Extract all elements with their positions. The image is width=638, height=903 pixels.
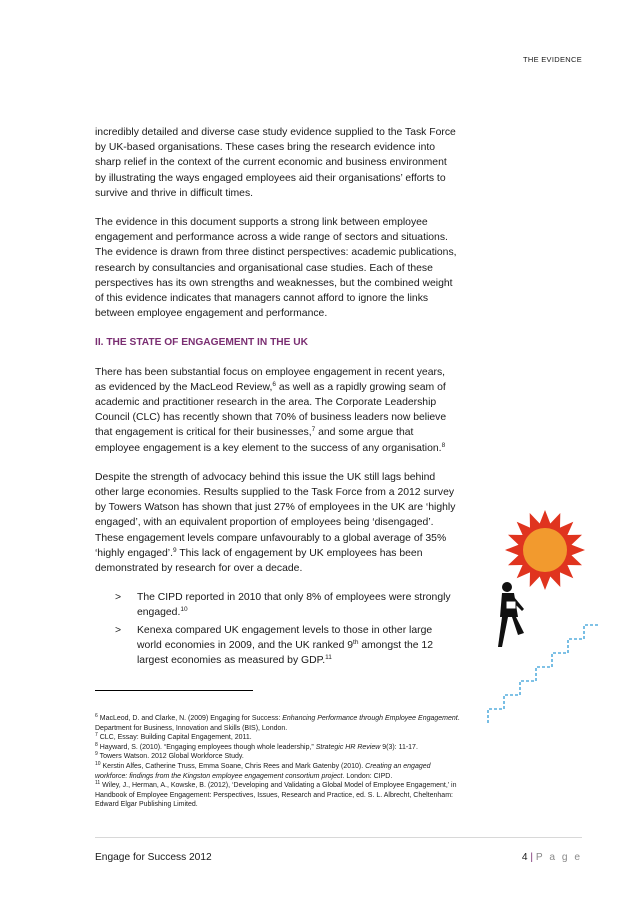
- bullet-marker: >: [115, 624, 122, 636]
- page-number-block: [522, 852, 582, 863]
- footnote-number: 9: [95, 751, 98, 758]
- footnote-number: 11: [95, 780, 101, 787]
- footnote-10: $^{10}$ Kerstin Alfes, Catherine Truss, Emma Soane, Chris Rees and Mark Gatenby (2010). Creating an engaged workforce: findings from the Kingston employee engagement consortium project. London: CIPD.: [95, 760, 431, 780]
- paragraph-case-study-evidence: incredibly detailed and diverse case study evidence supplied to the Task Force by UK-based organisations. These cases bring the research evidence into sharp relief in the context of the current economic and business environment by illustrating the ways engaged employees aid their organisations’ efforts to survive and thrive in difficult times.: [95, 127, 456, 199]
- footnote-ref[interactable]: 10: [180, 606, 188, 614]
- footnote-11: $^{11}$ Wiley, J., Herman, A., Kowske, B. (2012), ‘Developing and Validating a Global Model of Employee Engagement,’ in Handbook of Employee Engagement: Perspectives, Issues, Research and Practice, ed. S. L. Albrecht, Cheltenham: Edward Elgar Publishing Limited.: [95, 780, 457, 809]
- footnote-separator: [95, 690, 253, 691]
- footnote-ref-8[interactable]: 8: [441, 441, 446, 449]
- footnote-ref[interactable]: 11: [325, 654, 332, 662]
- paragraph-uk-lags: Despite the strength of advocacy behind this issue the UK still lags behind other large economies. Results supplied to the Task Force from a 2012 survey by Towers Watson has shown that just 27% of employees in the UK are ‘highly engaged’, with an equivalent proportion of employees being ‘disengaged’. These engagement levels compare unfavourably to a global average of 35% ‘highly engaged’.$^9$ This lack of engagement by UK employees has been demonstrated by research for over a decade.: [95, 471, 456, 575]
- page-separator: |: [530, 852, 534, 863]
- footnote-7: $^7$ CLC, Essay: Building Capital Engagement, 2011.: [95, 732, 252, 742]
- sun-icon: [505, 510, 585, 590]
- person-climbing-icon: [498, 582, 524, 647]
- footer-rule: [95, 837, 582, 838]
- footnotes: [95, 714, 460, 810]
- footnote-ref-7[interactable]: 7: [311, 426, 316, 434]
- paragraph-evidence-link: The evidence in this document supports a strong link between employee engagement and performance across a wide range of sectors and situations. The evidence is drawn from three distinct perspectives: academic publications, research by consultancies and organisational case studies. Each of these perspectives has its own strengths and weaknesses, but the combined weight of this evidence indicates that managers cannot afford to ignore the links between employee engagement and performance.: [95, 217, 457, 320]
- footnote-number: 8: [95, 741, 98, 748]
- stairs-illustration: [480, 505, 610, 725]
- bullet-item: > The CIPD reported in 2010 that only 8% of employees were strongly engaged.$^{10}$: [115, 592, 451, 619]
- footnote-ref-9[interactable]: 9: [173, 546, 177, 554]
- footnote-6: $^6$ MacLeod, D. and Clarke, N. (2009) Engaging for Success: Enhancing Performance through Employee Engagement. Department for Business, Innovation and Skills (BIS), London.: [95, 713, 460, 732]
- page-number: 4: [521, 852, 528, 863]
- main-text: [95, 125, 457, 670]
- running-header: THE EVIDENCE: [522, 55, 582, 64]
- bullet-item: > Kenexa compared UK engagement levels to those in other large world economies in 2009, and the UK ranked 9th amongst the 12 largest economies as measured by GDP.$^{11}$: [115, 624, 433, 667]
- page-label: P a g e: [535, 852, 582, 863]
- footnote-number: 6: [95, 713, 98, 719]
- footnote-ref-6[interactable]: 6: [272, 380, 276, 388]
- footnote-ref[interactable]: th: [353, 638, 359, 646]
- footnote-9: $^9$ Towers Watson. 2012 Global Workforce Study.: [95, 751, 244, 761]
- bullet-list: [95, 590, 457, 668]
- bullet-marker: >: [115, 592, 122, 604]
- footnote-8: $^8$ Hayward, S. (2010). “Engaging employees though whole leadership,” Strategic HR Review 9(3): 11-17.: [95, 741, 418, 751]
- paragraph-engagement-focus: There has been substantial focus on employee engagement in recent years, as evidenced by the MacLeod Review,$^6$ as well as a rapidly growing seam of academic and practitioner research in the area. The Corporate Leadership Council (CLC) has recently shown that 70% of business leaders now believe that engagement is critical for their businesses,$^7$ and some argue that employee engagement is a key element to the success of any organisation.$^8$: [95, 366, 447, 454]
- section-heading: II. THE STATE OF ENGAGEMENT IN THE UK: [95, 337, 308, 349]
- footnote-number: 10: [95, 760, 101, 767]
- footer-title: Engage for Success 2012: [95, 852, 212, 863]
- footnote-number: 7: [95, 732, 98, 739]
- staircase-shape: [488, 625, 600, 723]
